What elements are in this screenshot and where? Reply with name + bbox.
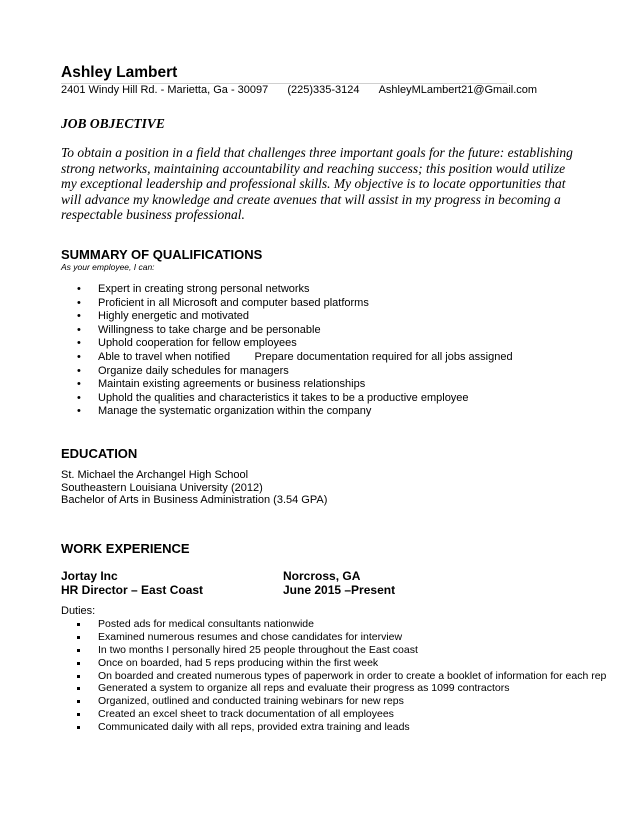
email: AshleyMLambert21@Gmail.com bbox=[378, 84, 538, 96]
qualifications-subheading: As your employee, I can: bbox=[61, 262, 155, 272]
list-item: Communicated daily with all reps, provided extra training and leads bbox=[61, 721, 606, 734]
list-item: Posted ads for medical consultants nationwide bbox=[61, 618, 606, 631]
address: 2401 Windy Hill Rd. - Marietta, Ga - 30097 bbox=[61, 84, 269, 96]
contact-line bbox=[61, 84, 537, 96]
education-heading: EDUCATION bbox=[61, 446, 138, 461]
list-item: • Willingness to take charge and be personable bbox=[61, 324, 513, 338]
list-item: Organized, outlined and conducted training webinars for new reps bbox=[61, 695, 606, 708]
list-item: • Able to travel when notified Prepare documentation required for all jobs assigned bbox=[61, 351, 513, 365]
list-item: In two months I personally hired 25 people throughout the East coast bbox=[61, 644, 606, 657]
company-name: Jortay Inc bbox=[61, 569, 118, 583]
work-heading: WORK EXPERIENCE bbox=[61, 541, 190, 556]
qualifications-list bbox=[61, 283, 513, 419]
education-line: Bachelor of Arts in Business Administration (3.54 GPA) bbox=[61, 494, 328, 506]
list-item: • Manage the systematic organization within the company bbox=[61, 405, 513, 419]
duties-list bbox=[61, 618, 606, 734]
education-line: St. Michael the Archangel High School bbox=[61, 469, 249, 481]
list-item: • Organize daily schedules for managers bbox=[61, 365, 513, 379]
duties-label: Duties: bbox=[61, 605, 96, 617]
job-title: HR Director – East Coast bbox=[61, 583, 204, 597]
objective-heading: JOB OBJECTIVE bbox=[61, 116, 165, 131]
resume-name: Ashley Lambert bbox=[61, 64, 178, 81]
list-item: • Expert in creating strong personal networks bbox=[61, 283, 513, 297]
education-line: Southeastern Louisiana University (2012) bbox=[61, 481, 263, 494]
list-item: • Highly energetic and motivated bbox=[61, 310, 513, 324]
list-item: • Maintain existing agreements or business relationships bbox=[61, 378, 513, 392]
objective-text: To obtain a position in a field that challenges three important goals for the future: establishing strong networks, maintaining accountability and reaching success; this position would utilize my exceptional leadership and professional skills. My objective is to locate opportunities that will advance my knowledge and create avenues that will assist in my progress in becoming a respectable business professional. bbox=[61, 145, 573, 222]
phone: (225)335-3124 bbox=[287, 84, 360, 96]
list-item: Generated a system to organize all reps and evaluate their progress as 1099 contractors bbox=[61, 682, 606, 695]
education-block bbox=[61, 469, 327, 507]
list-item: Examined numerous resumes and chose candidates for interview bbox=[61, 631, 606, 644]
qualifications-heading: SUMMARY OF QUALIFICATIONS bbox=[61, 247, 263, 262]
list-item: • Uphold cooperation for fellow employees bbox=[61, 337, 513, 351]
list-item: • Uphold the qualities and characteristics it takes to be a productive employee bbox=[61, 392, 513, 406]
job-dates: June 2015 –Present bbox=[283, 583, 396, 597]
job-location: Norcross, GA bbox=[283, 569, 361, 583]
list-item: Once on boarded, had 5 reps producing within the first week bbox=[61, 657, 606, 670]
list-item: • Proficient in all Microsoft and computer based platforms bbox=[61, 297, 513, 311]
list-item: On boarded and created numerous types of paperwork in order to create a booklet of information for each rep bbox=[61, 670, 606, 683]
list-item: Created an excel sheet to track documentation of all employees bbox=[61, 708, 606, 721]
